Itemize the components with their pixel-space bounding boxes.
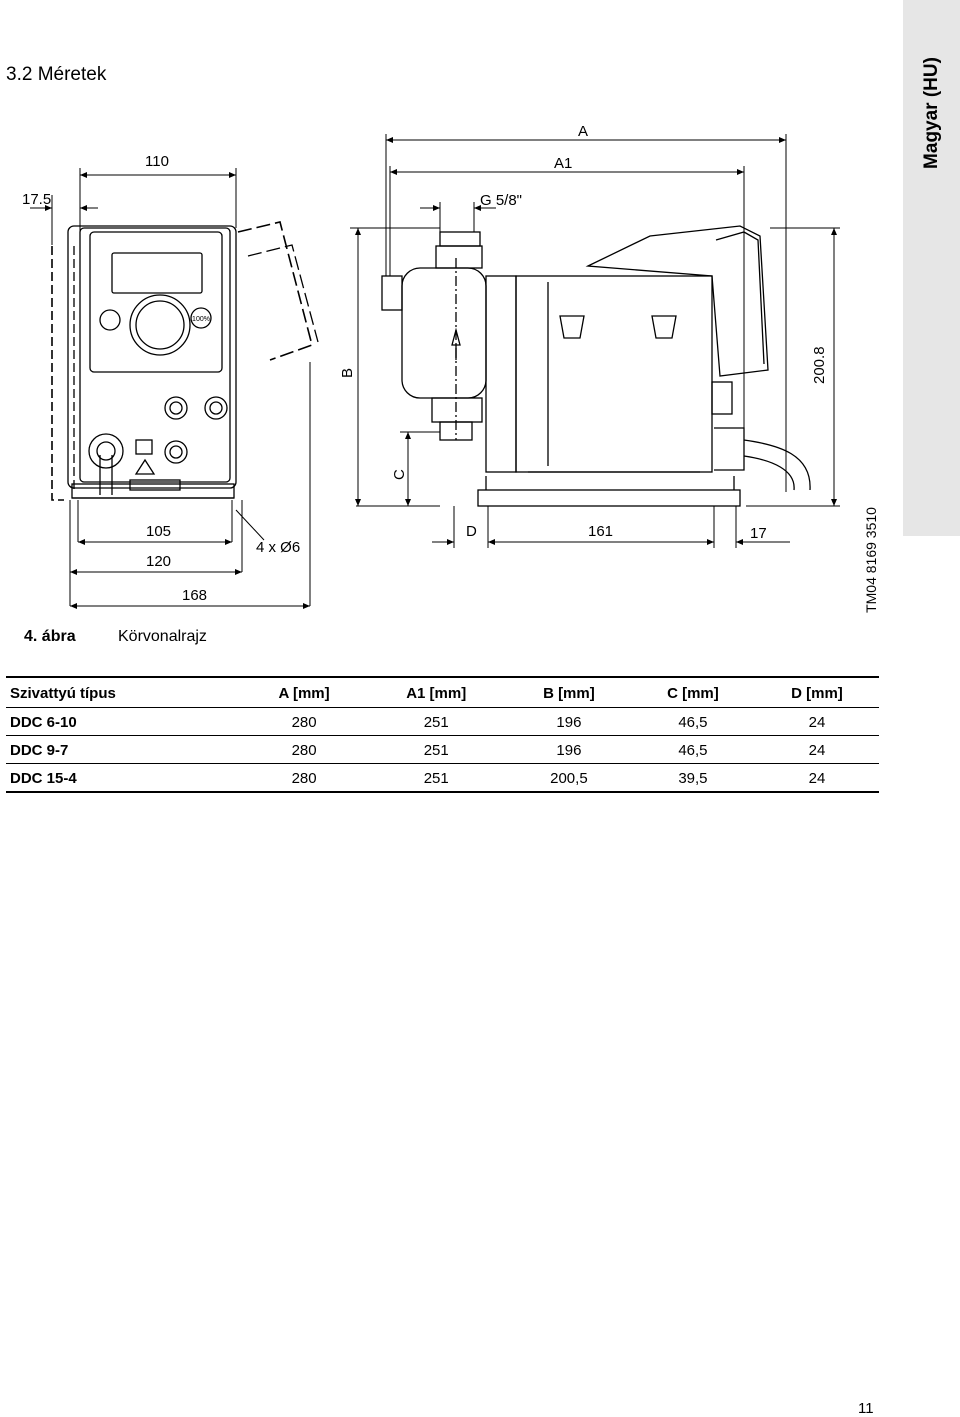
table-row (6, 764, 879, 793)
figure-caption-number: 4. ábra (24, 628, 76, 645)
dimensions-table (6, 676, 879, 793)
dim-C: C (391, 469, 408, 480)
table-cell: 24 (808, 770, 826, 787)
table-cell: 46,5 (678, 714, 708, 731)
table-cell: 200,5 (550, 770, 588, 787)
table-cell: 280 (291, 770, 317, 787)
tm-code (858, 500, 884, 620)
page-number: 11 (858, 1400, 874, 1417)
dim-17: 17 (750, 525, 767, 542)
table-cell: 251 (423, 770, 449, 787)
table-cell: 24 (808, 714, 826, 731)
dim-G: G 5/8" (480, 192, 523, 209)
table-cell: 39,5 (678, 770, 708, 787)
table-header-row (6, 677, 879, 708)
side-view (382, 226, 810, 506)
dim-120: 120 (146, 553, 172, 570)
language-tab (903, 0, 960, 225)
dim-17-5: 17.5 (22, 191, 52, 208)
dim-110: 110 (145, 153, 169, 170)
drawing-svg (0, 100, 900, 660)
language-tab-label: Magyar (HU) (920, 56, 942, 169)
table-cell: 251 (423, 714, 449, 731)
table-cell: 280 (291, 742, 317, 759)
table-cell: DDC 15-4 (10, 770, 77, 787)
table-header: A [mm] (278, 685, 330, 702)
table-cell: DDC 9-7 (10, 742, 69, 759)
table-row (6, 736, 879, 764)
table-header: Szivattyú típus (10, 685, 116, 702)
dim-161: 161 (588, 523, 614, 540)
table-cell: 251 (423, 742, 449, 759)
dim-holes: 4 x Ø6 (256, 539, 301, 556)
table-cell: 196 (556, 714, 582, 731)
table-row (6, 708, 879, 736)
table-header: D [mm] (791, 685, 843, 702)
table-cell: DDC 6-10 (10, 714, 77, 731)
table-cell: 24 (808, 742, 826, 759)
figure-caption-text: Körvonalrajz (118, 628, 207, 645)
dim-A1: A1 (554, 155, 573, 172)
dim-D: D (466, 523, 477, 540)
dim-B: B (339, 367, 356, 378)
table-header: A1 [mm] (406, 685, 467, 702)
dimension-drawing (0, 100, 900, 660)
table-cell: 46,5 (678, 742, 708, 759)
label-100pct: 100% (192, 316, 210, 323)
section-title: 3.2 Méretek (6, 64, 107, 85)
table-cell: 280 (291, 714, 317, 731)
dim-A: A (578, 123, 589, 140)
dim-168: 168 (182, 587, 208, 604)
table-header: B [mm] (543, 685, 595, 702)
dim-200-8: 200.8 (811, 346, 828, 384)
tm-code-text: TM04 8169 3510 (863, 507, 880, 613)
dim-105: 105 (146, 523, 172, 540)
table-cell: 196 (556, 742, 582, 759)
table-header: C [mm] (667, 685, 719, 702)
front-view (52, 222, 318, 500)
